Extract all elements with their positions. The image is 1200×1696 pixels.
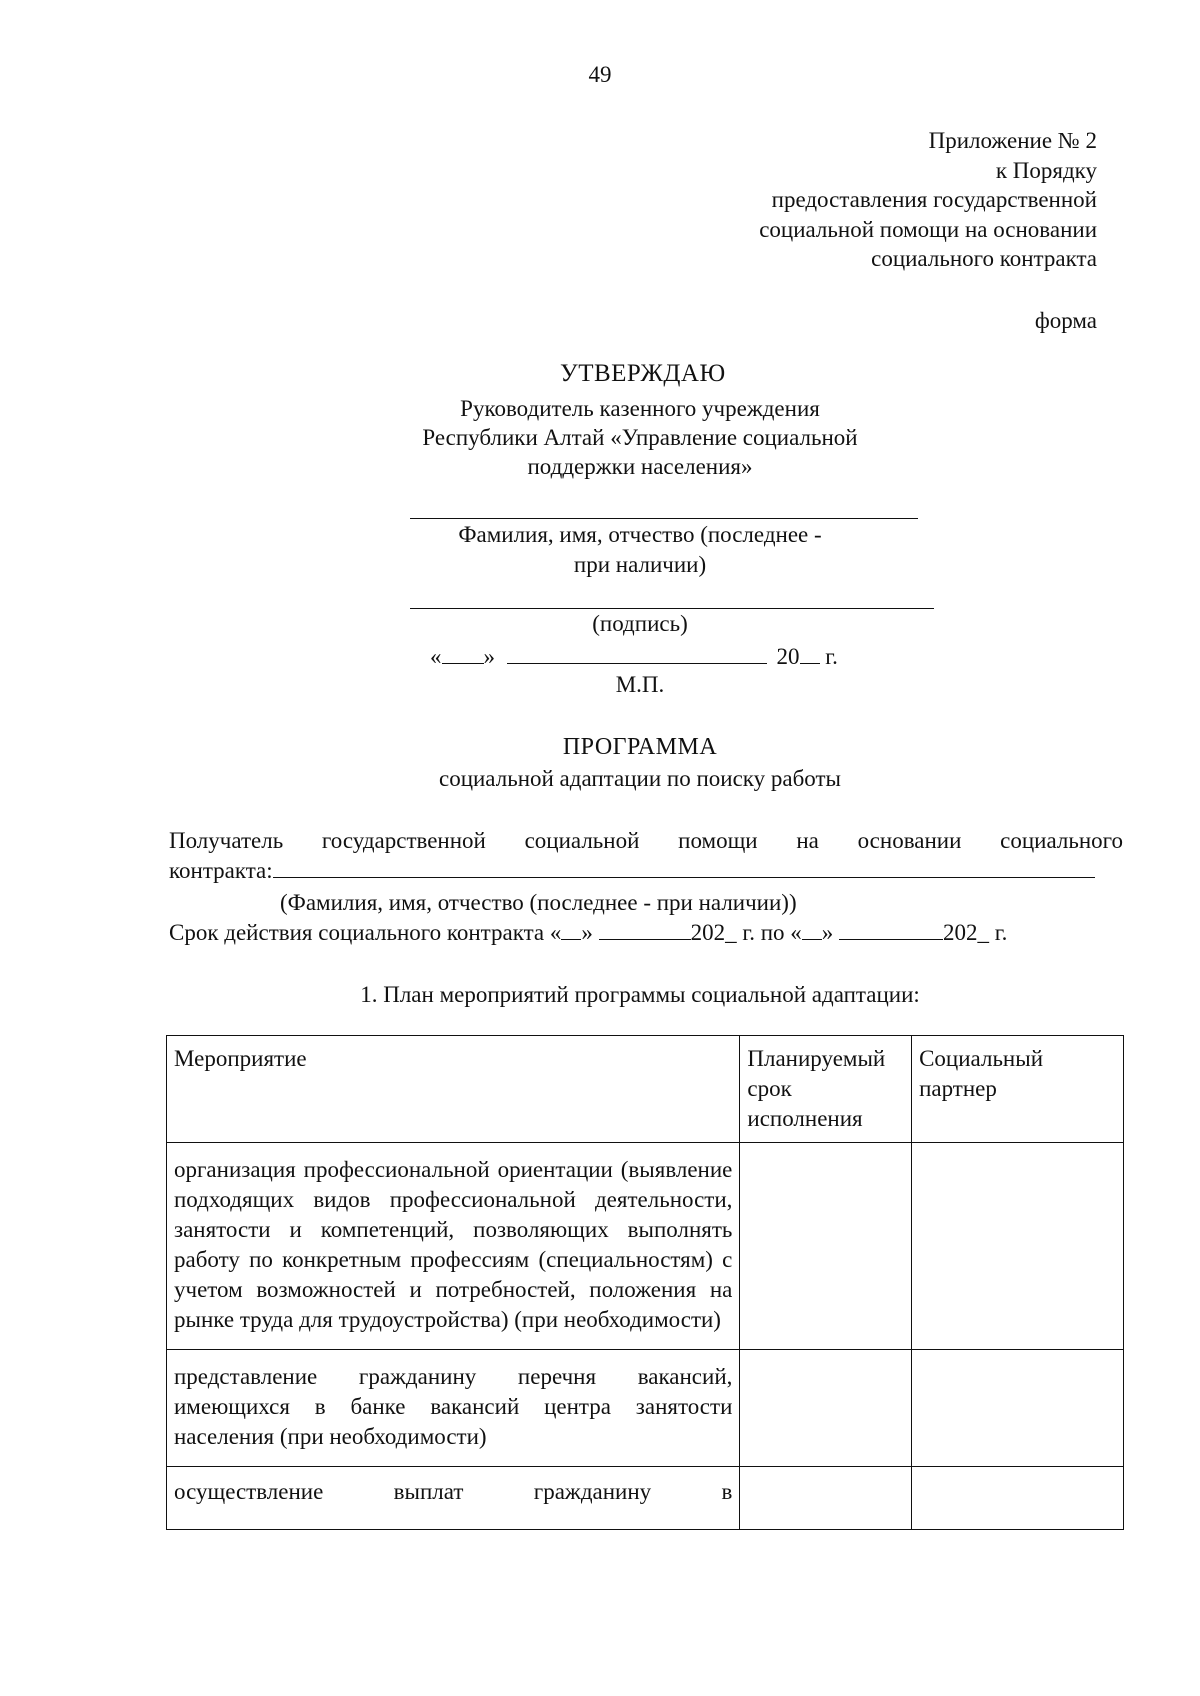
form-label: форма bbox=[1034, 308, 1097, 333]
page-number: 49 bbox=[588, 62, 612, 87]
event-text: осуществление выплат гражданину в bbox=[174, 1479, 733, 1504]
date-close-quote: » bbox=[483, 644, 495, 669]
recipient-fio-caption: (Фамилия, имя, отчество (последнее - при наличии)) bbox=[280, 890, 797, 915]
program-subtitle: социальной адаптации по поиску работы bbox=[438, 766, 841, 791]
plan-title: 1. План мероприятий программы социальной адаптации: bbox=[360, 982, 920, 1007]
day-blank bbox=[442, 643, 484, 664]
partner-cell bbox=[912, 1467, 1124, 1530]
deadline-cell bbox=[740, 1350, 912, 1467]
table-row bbox=[167, 1350, 1124, 1467]
header-partner-line: Социальный bbox=[919, 1046, 1043, 1071]
term-to-open-quote: « bbox=[790, 920, 802, 945]
table-row bbox=[167, 1467, 1124, 1530]
approval-line: Руководитель казенного учреждения bbox=[460, 396, 820, 421]
header-event: Мероприятие bbox=[167, 1036, 740, 1143]
partner-cell bbox=[912, 1143, 1124, 1350]
year-prefix: 20 bbox=[776, 644, 800, 669]
event-cell bbox=[167, 1467, 740, 1530]
header-deadline bbox=[740, 1036, 912, 1143]
term-open-quote: « bbox=[549, 920, 562, 945]
header-deadline-line: Планируемый bbox=[747, 1046, 886, 1071]
year-suffix: г. bbox=[825, 644, 838, 669]
fio-caption-line: Фамилия, имя, отчество (последнее - bbox=[458, 522, 822, 547]
approval-line: поддержки населения» bbox=[527, 454, 753, 479]
recipient-contract bbox=[169, 856, 1095, 886]
fio-caption-line: при наличии) bbox=[573, 552, 707, 577]
table-header-row bbox=[167, 1036, 1124, 1143]
appendix-line: социального контракта bbox=[871, 246, 1097, 271]
stamp-place: М.П. bbox=[615, 672, 665, 697]
event-cell: представление гражданину перечня вакансий, имеющихся в банке вакансий центра занятости населения (при необходимости) bbox=[167, 1350, 740, 1467]
term-close-quote: » bbox=[581, 920, 593, 945]
term-month-blank bbox=[599, 919, 691, 940]
contract-label: контракта: bbox=[169, 858, 273, 883]
appendix-line: к Порядку bbox=[995, 157, 1097, 183]
signature-caption: (подпись) bbox=[592, 611, 688, 636]
approval-title: УТВЕРЖДАЮ bbox=[560, 360, 726, 387]
deadline-cell bbox=[740, 1143, 912, 1350]
recipient-line: Получатель государственной социальной помощи на основании социального bbox=[169, 828, 1123, 853]
partner-cell bbox=[912, 1350, 1124, 1467]
year-blank bbox=[800, 643, 820, 664]
term-to-close-quote: » bbox=[821, 920, 834, 945]
month-blank bbox=[507, 643, 767, 664]
approval-line: Республики Алтай «Управление социальной bbox=[422, 425, 858, 450]
appendix-line: Приложение № 2 bbox=[928, 128, 1097, 153]
header-deadline-line: исполнения bbox=[747, 1106, 863, 1131]
appendix-line: социальной помощи на основании bbox=[759, 216, 1097, 242]
recipient-blank bbox=[273, 857, 1095, 878]
approval-body bbox=[370, 394, 910, 481]
term-to-day-blank bbox=[802, 919, 822, 940]
approval-date bbox=[430, 643, 838, 670]
header-partner bbox=[912, 1036, 1124, 1143]
deadline-cell bbox=[740, 1467, 912, 1530]
fio-caption bbox=[370, 520, 910, 580]
header-deadline-line: срок bbox=[747, 1076, 792, 1101]
appendix-line: предоставления государственной bbox=[771, 187, 1097, 212]
header-partner-line: партнер bbox=[919, 1076, 997, 1101]
term-to-month-blank bbox=[839, 919, 943, 940]
term-day-blank bbox=[561, 919, 581, 940]
term-year2: 202_ г. bbox=[943, 920, 1008, 945]
date-open-quote: « bbox=[430, 644, 442, 669]
appendix-header bbox=[497, 126, 1097, 274]
event-cell: организация профессиональной ориентации (выявление подходящих видов профессиональной деятельности, занятости и компетенций, позволяющих выполнять работу по конкретным профессиям (специальностям) с учетом возможностей и потребностей, положения на рынке труда для трудоустройства) (при необходимости) bbox=[167, 1143, 740, 1350]
program-title: ПРОГРАММА bbox=[562, 734, 718, 760]
contract-term bbox=[169, 918, 1007, 948]
term-label: Срок действия социального контракта bbox=[169, 920, 545, 945]
signature-line bbox=[410, 608, 934, 609]
table-row bbox=[167, 1143, 1124, 1350]
fio-line bbox=[410, 518, 918, 519]
term-year1: 202_ г. по bbox=[690, 920, 785, 945]
plan-table bbox=[166, 1035, 1124, 1530]
